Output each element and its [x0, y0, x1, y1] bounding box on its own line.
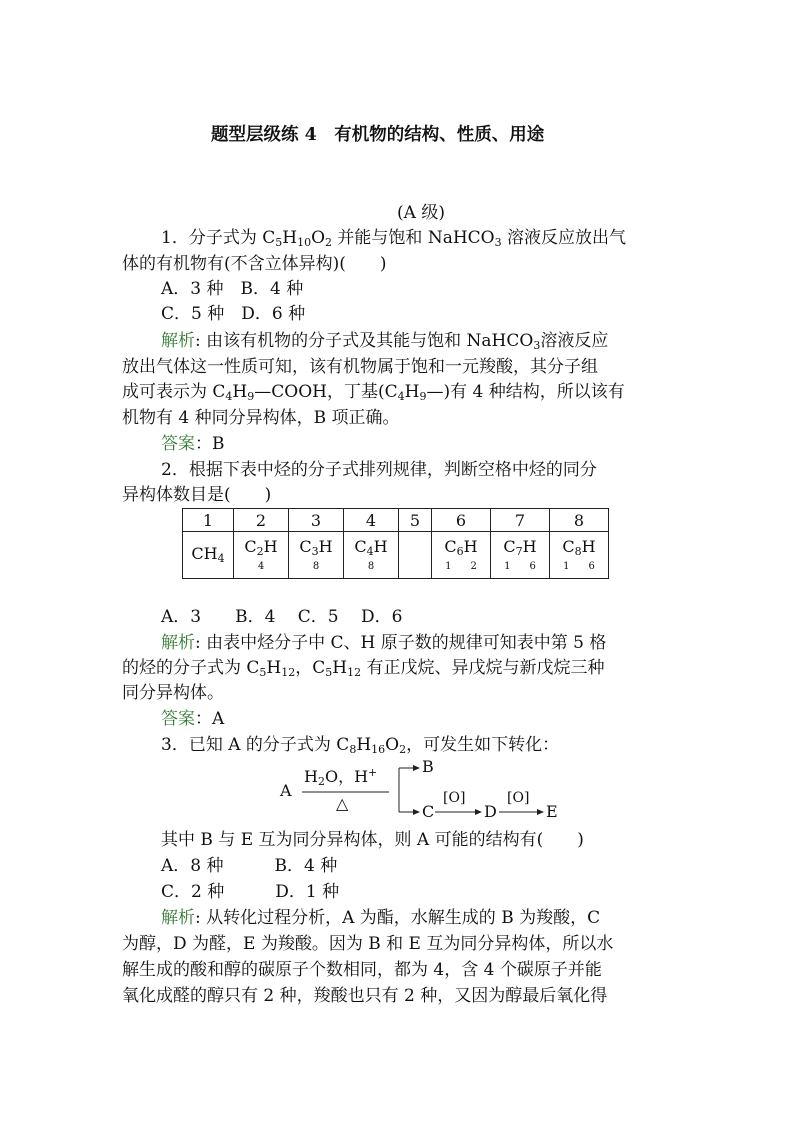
analysis-label: 解析 — [161, 331, 195, 351]
hydrocarbon-table — [182, 508, 609, 579]
oxidation-label-2: [O] — [507, 790, 530, 806]
q3-options-ab: A．8 种 B．4 种 — [161, 856, 338, 876]
hydrolysis-reagent: $H_2O$，H+ — [304, 766, 378, 788]
table-header-cell: 8 — [550, 509, 609, 532]
q3-options-cd: C．2 种 D．1 种 — [161, 882, 340, 902]
table-formula-cell: $C_7H$ 1 6 — [491, 532, 550, 579]
q1-answer: 答案：B — [161, 434, 225, 454]
q3-analysis-line1: 解析: 从转化过程分析，A 为酯，水解生成的 B 为羧酸，C — [161, 908, 601, 928]
analysis-label: 解析 — [161, 908, 195, 928]
q3-analysis-line2: 为醇，D 为醛，E 为羧酸。因为 B 和 E 互为同分异构体，所以水 — [122, 934, 614, 954]
q1-stem-line2: 体的有机物有(不含立体异构)( ) — [122, 254, 387, 274]
level-heading: (A 级) — [397, 203, 445, 223]
q2-stem-line1: 2．根据下表中烃的分子式排列规律，判断空格中烃的同分 — [161, 460, 597, 480]
answer-label: 答案 — [161, 709, 195, 729]
table-formula-cell: $CH_4$ — [183, 532, 234, 579]
table-formula-cell: $C_3H$ 8 — [289, 532, 344, 579]
q1-options-cd: C．5 种 D．6 种 — [161, 304, 306, 324]
table-header-cell: 1 — [183, 509, 234, 532]
q2-analysis-line3: 同分异构体。 — [122, 683, 224, 703]
table-formula-cell: $C_6H$ 1 2 — [432, 532, 491, 579]
compound-a: A — [280, 781, 292, 800]
table-formula-cell: $C_8H$ 1 6 — [550, 532, 609, 579]
table-blank-cell — [399, 532, 432, 579]
q1-analysis-line4: 机物有 4 种同分异构体，B 项正确。 — [122, 408, 400, 428]
q3-stem-line2: 其中 B 与 E 互为同分异构体，则 A 可能的结构有( ) — [161, 830, 584, 850]
q1-analysis-line2: 放出气体这一性质可知，该有机物属于饱和一元羧酸，其分子组 — [122, 357, 598, 377]
q2-analysis-line2: 的烃的分子式为 $C_5H_{12}$，$C_5H_{12}$ 有正戊烷、异戊烷与新戊烷三种 — [122, 658, 605, 679]
q1-stem-line1: 1．分子式为 $C_5H_{10}O_2$ 并能与饱和 NaHCO$_3$ 溶液反应放出气 — [161, 228, 627, 249]
table-header-cell: 5 — [399, 509, 432, 532]
compound-c: C — [422, 802, 435, 821]
table-header-cell: 6 — [432, 509, 491, 532]
table-header-cell: 4 — [344, 509, 399, 532]
table-header-cell: 3 — [289, 509, 344, 532]
q2-answer: 答案：A — [161, 709, 225, 729]
oxidation-label-1: [O] — [443, 790, 466, 806]
table-formula-cell: $C_2H$ 4 — [234, 532, 289, 579]
q2-analysis-line1: 解析: 由表中烃分子中 C、H 原子数的规律可知表中第 5 格 — [161, 633, 607, 653]
q2-stem-line2: 异构体数目是( ) — [122, 485, 272, 505]
compound-d: D — [484, 802, 497, 821]
q1-analysis-line3: 成可表示为 $C_4H_9—COOH$，丁基$(C_4H_9—)$有 4 种结构，所以该有 — [122, 382, 625, 403]
reaction-scheme — [275, 756, 575, 826]
table-formula-cell: $C_4H$ 8 — [344, 532, 399, 579]
heat-condition: △ — [336, 794, 349, 813]
q3-analysis-line3: 解生成的酸和醇的碳原子个数相同，都为 4，含 4 个碳原子并能 — [122, 960, 602, 980]
q1-analysis-line1: 解析: 由该有机物的分子式及其能与饱和 NaHCO$_3$溶液反应 — [161, 331, 609, 352]
table-header-cell: 2 — [234, 509, 289, 532]
q3-analysis-line4: 氧化成醛的醇只有 2 种，羧酸也只有 2 种，又因为醇最后氧化得 — [122, 986, 608, 1006]
answer-label: 答案 — [161, 434, 195, 454]
page-title: 题型层级练 4 有机物的结构、性质、用途 — [211, 125, 545, 145]
q2-options: A．3 B．4 C．5 D．6 — [161, 607, 403, 627]
q3-stem-line1: 3．已知 A 的分子式为 $C_8H_{16}O_2$，可发生如下转化： — [161, 735, 560, 756]
compound-e: E — [546, 802, 558, 821]
compound-b: B — [422, 757, 434, 776]
table-header-cell: 7 — [491, 509, 550, 532]
q1-options-ab: A．3 种 B．4 种 — [161, 279, 304, 299]
analysis-label: 解析 — [161, 633, 195, 653]
